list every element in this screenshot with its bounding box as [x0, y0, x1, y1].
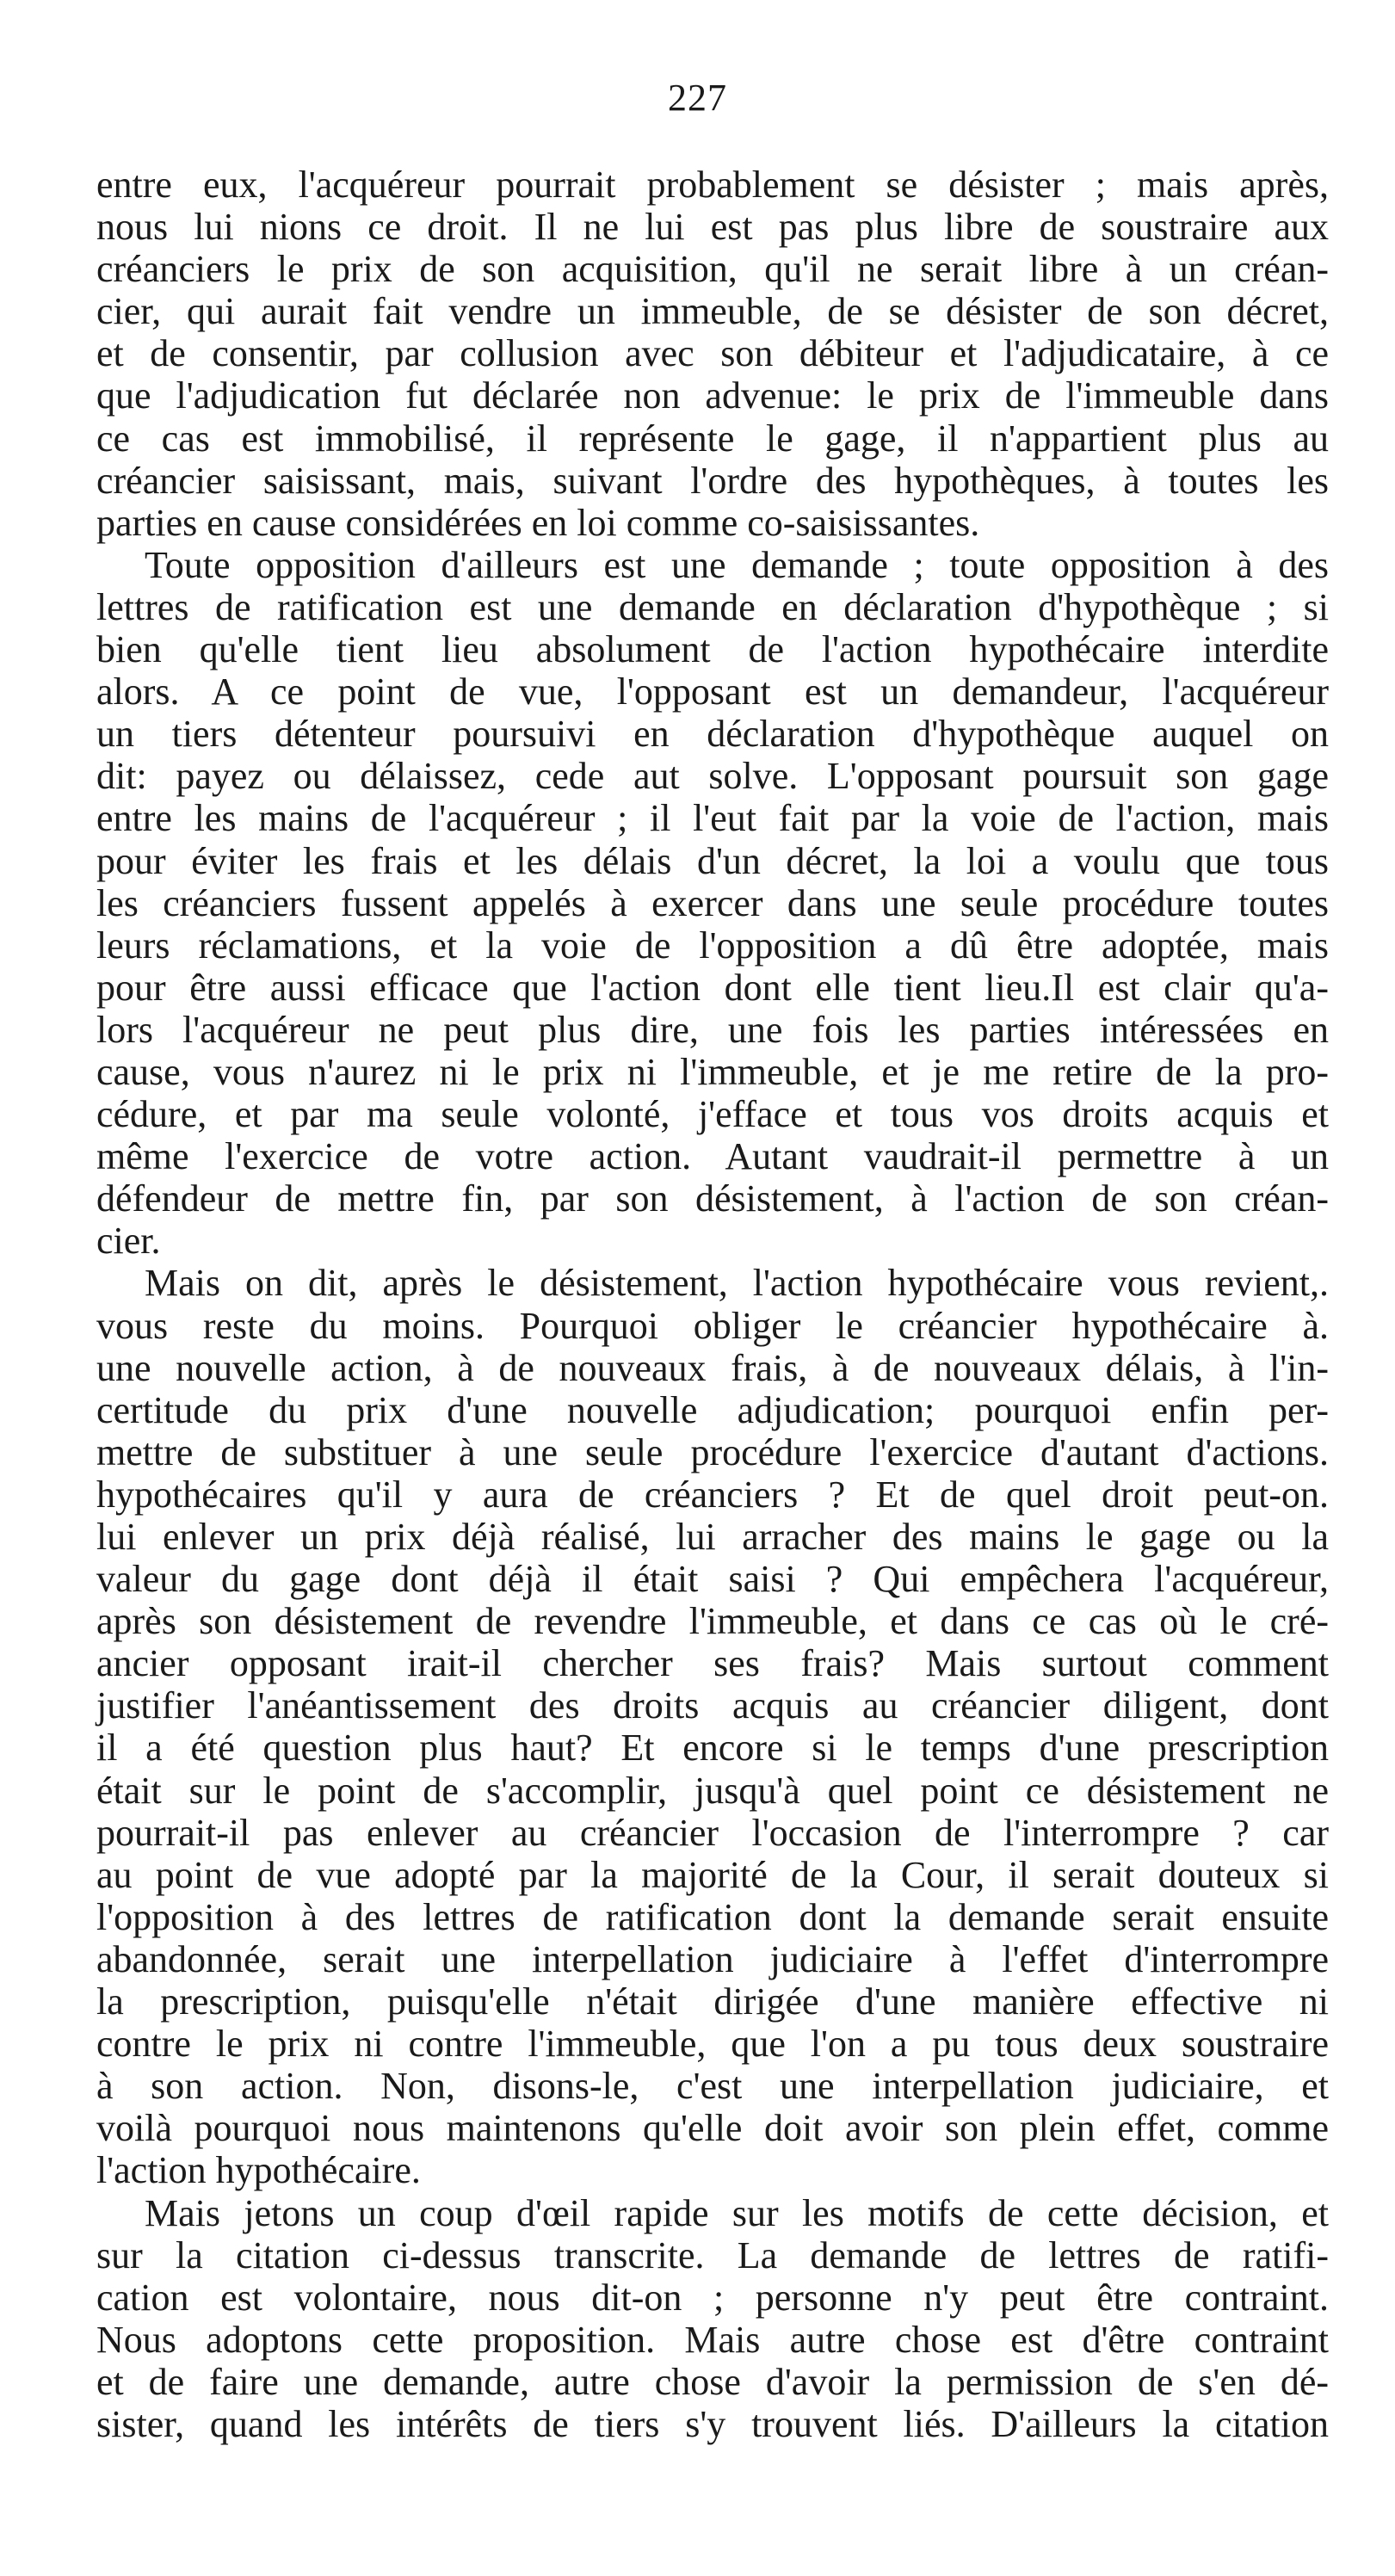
text-line: pourrait-il pas enlever au créancier l'occasion de l'interrompre ? car: [96, 1811, 1329, 1854]
text-line: au point de vue adopté par la majorité de la Cour, il serait douteux si: [96, 1853, 1329, 1896]
text-line: justifier l'anéantissement des droits acquis au créancier diligent, dont: [96, 1684, 1329, 1727]
text-line: pour éviter les frais et les délais d'un décret, la loi a voulu que tous: [96, 839, 1329, 882]
text-line: lors l'acquéreur ne peut plus dire, une fois les parties intéressées en: [96, 1008, 1329, 1051]
text-line: contre le prix ni contre l'immeuble, que l'on a pu tous deux soustraire: [96, 2023, 1329, 2066]
text-line: cation est volontaire, nous dit-on ; personne n'y peut être contraint.: [96, 2276, 1329, 2319]
text-line: abandonnée, serait une interpellation judiciaire à l'effet d'interrompre: [96, 1937, 1329, 1980]
text-line: même l'exercice de votre action. Autant vaudrait-il permettre à un: [96, 1135, 1329, 1178]
text-line: défendeur de mettre fin, par son désistement, à l'action de son créan-: [96, 1177, 1329, 1220]
page-number: 227: [668, 77, 727, 119]
text-line: Mais jetons un coup d'œil rapide sur les motifs de cette décision, et: [145, 2191, 1329, 2234]
text-line: vous reste du moins. Pourquoi obliger le créancier hypothécaire à.: [96, 1304, 1329, 1347]
text-line: après son désistement de revendre l'immeuble, et dans ce cas où le cré-: [96, 1600, 1329, 1643]
text-line: nous lui nions ce droit. Il ne lui est pas plus libre de soustraire aux: [96, 206, 1329, 249]
text-line: ce cas est immobilisé, il représente le gage, il n'appartient plus au: [96, 417, 1329, 460]
text-line: certitude du prix d'une nouvelle adjudication; pourquoi enfin per-: [96, 1388, 1329, 1431]
text-line: cause, vous n'aurez ni le prix ni l'immeuble, et je me retire de la pro-: [96, 1050, 1329, 1093]
text-line: un tiers détenteur poursuivi en déclaration d'hypothèque auquel on: [96, 713, 1329, 756]
text-line: cier, qui aurait fait vendre un immeuble, de se désister de son décret,: [96, 290, 1329, 333]
text-line: dit: payez ou délaissez, cede aut solve. L'opposant poursuit son gage: [96, 755, 1329, 798]
text-line: une nouvelle action, à de nouveaux frais, à de nouveaux délais, à l'in-: [96, 1346, 1329, 1389]
text-line: valeur du gage dont déjà il était saisi ? Qui empêchera l'acquéreur,: [96, 1558, 1329, 1601]
text-line: cédure, et par ma seule volonté, j'efface et tous vos droits acquis et: [96, 1093, 1329, 1136]
text-line: la prescription, puisqu'elle n'était dirigée d'une manière effective ni: [96, 1980, 1329, 2023]
text-line: Toute opposition d'ailleurs est une demande ; toute opposition à des: [145, 543, 1329, 586]
text-line: l'opposition à des lettres de ratification dont la demande serait ensuite: [96, 1895, 1329, 1938]
text-line: était sur le point de s'accomplir, jusqu'à quel point ce désistement ne: [96, 1769, 1329, 1812]
text-line: et de faire une demande, autre chose d'avoir la permission de s'en dé-: [96, 2360, 1329, 2403]
text-line: à son action. Non, disons-le, c'est une interpellation judiciaire, et: [96, 2065, 1329, 2108]
text-line: sur la citation ci-dessus transcrite. La demande de lettres de ratifi-: [96, 2233, 1329, 2276]
text-line: créanciers le prix de son acquisition, qu'il ne serait libre à un créan-: [96, 248, 1329, 291]
text-line: pour être aussi efficace que l'action dont elle tient lieu.Il est clair qu'a-: [96, 966, 1329, 1009]
text-line: créancier saisissant, mais, suivant l'ordre des hypothèques, à toutes les: [96, 459, 1329, 502]
text-line: et de consentir, par collusion avec son débiteur et l'adjudicataire, à ce: [96, 332, 1329, 375]
text-line: parties en cause considérées en loi comme co-saisissantes.: [96, 501, 980, 544]
body-text: [96, 164, 1329, 2445]
text-line: hypothécaires qu'il y aura de créanciers ? Et de quel droit peut-on.: [96, 1473, 1329, 1516]
text-line: les créanciers fussent appelés à exercer dans une seule procédure toutes: [96, 881, 1329, 924]
text-line: l'action hypothécaire.: [96, 2149, 421, 2192]
text-line: lui enlever un prix déjà réalisé, lui arracher des mains le gage ou la: [96, 1516, 1329, 1558]
text-line: il a été question plus haut? Et encore si le temps d'une prescription: [96, 1727, 1329, 1770]
text-line: entre les mains de l'acquéreur ; il l'eut fait par la voie de l'action, mais: [96, 797, 1329, 840]
text-line: leurs réclamations, et la voie de l'opposition a dû être adoptée, mais: [96, 924, 1329, 967]
text-line: sister, quand les intérêts de tiers s'y trouvent liés. D'ailleurs la citation: [96, 2402, 1329, 2445]
text-line: Nous adoptons cette proposition. Mais autre chose est d'être contraint: [96, 2318, 1329, 2361]
text-line: ancier opposant irait-il chercher ses frais? Mais surtout comment: [96, 1642, 1329, 1685]
text-line: bien qu'elle tient lieu absolument de l'action hypothécaire interdite: [96, 628, 1329, 671]
text-line: entre eux, l'acquéreur pourrait probablement se désister ; mais après,: [96, 164, 1329, 206]
text-line: voilà pourquoi nous maintenons qu'elle doit avoir son plein effet, comme: [96, 2107, 1329, 2150]
text-line: Mais on dit, après le désistement, l'action hypothécaire vous revient,.: [145, 1262, 1329, 1305]
text-line: que l'adjudication fut déclarée non advenue: le prix de l'immeuble dans: [96, 374, 1329, 417]
text-line: cier.: [96, 1220, 161, 1263]
text-line: alors. A ce point de vue, l'opposant est un demandeur, l'acquéreur: [96, 670, 1329, 713]
text-line: lettres de ratification est une demande en déclaration d'hypothèque ; si: [96, 585, 1329, 628]
text-line: mettre de substituer à une seule procédure l'exercice d'autant d'actions.: [96, 1430, 1329, 1473]
